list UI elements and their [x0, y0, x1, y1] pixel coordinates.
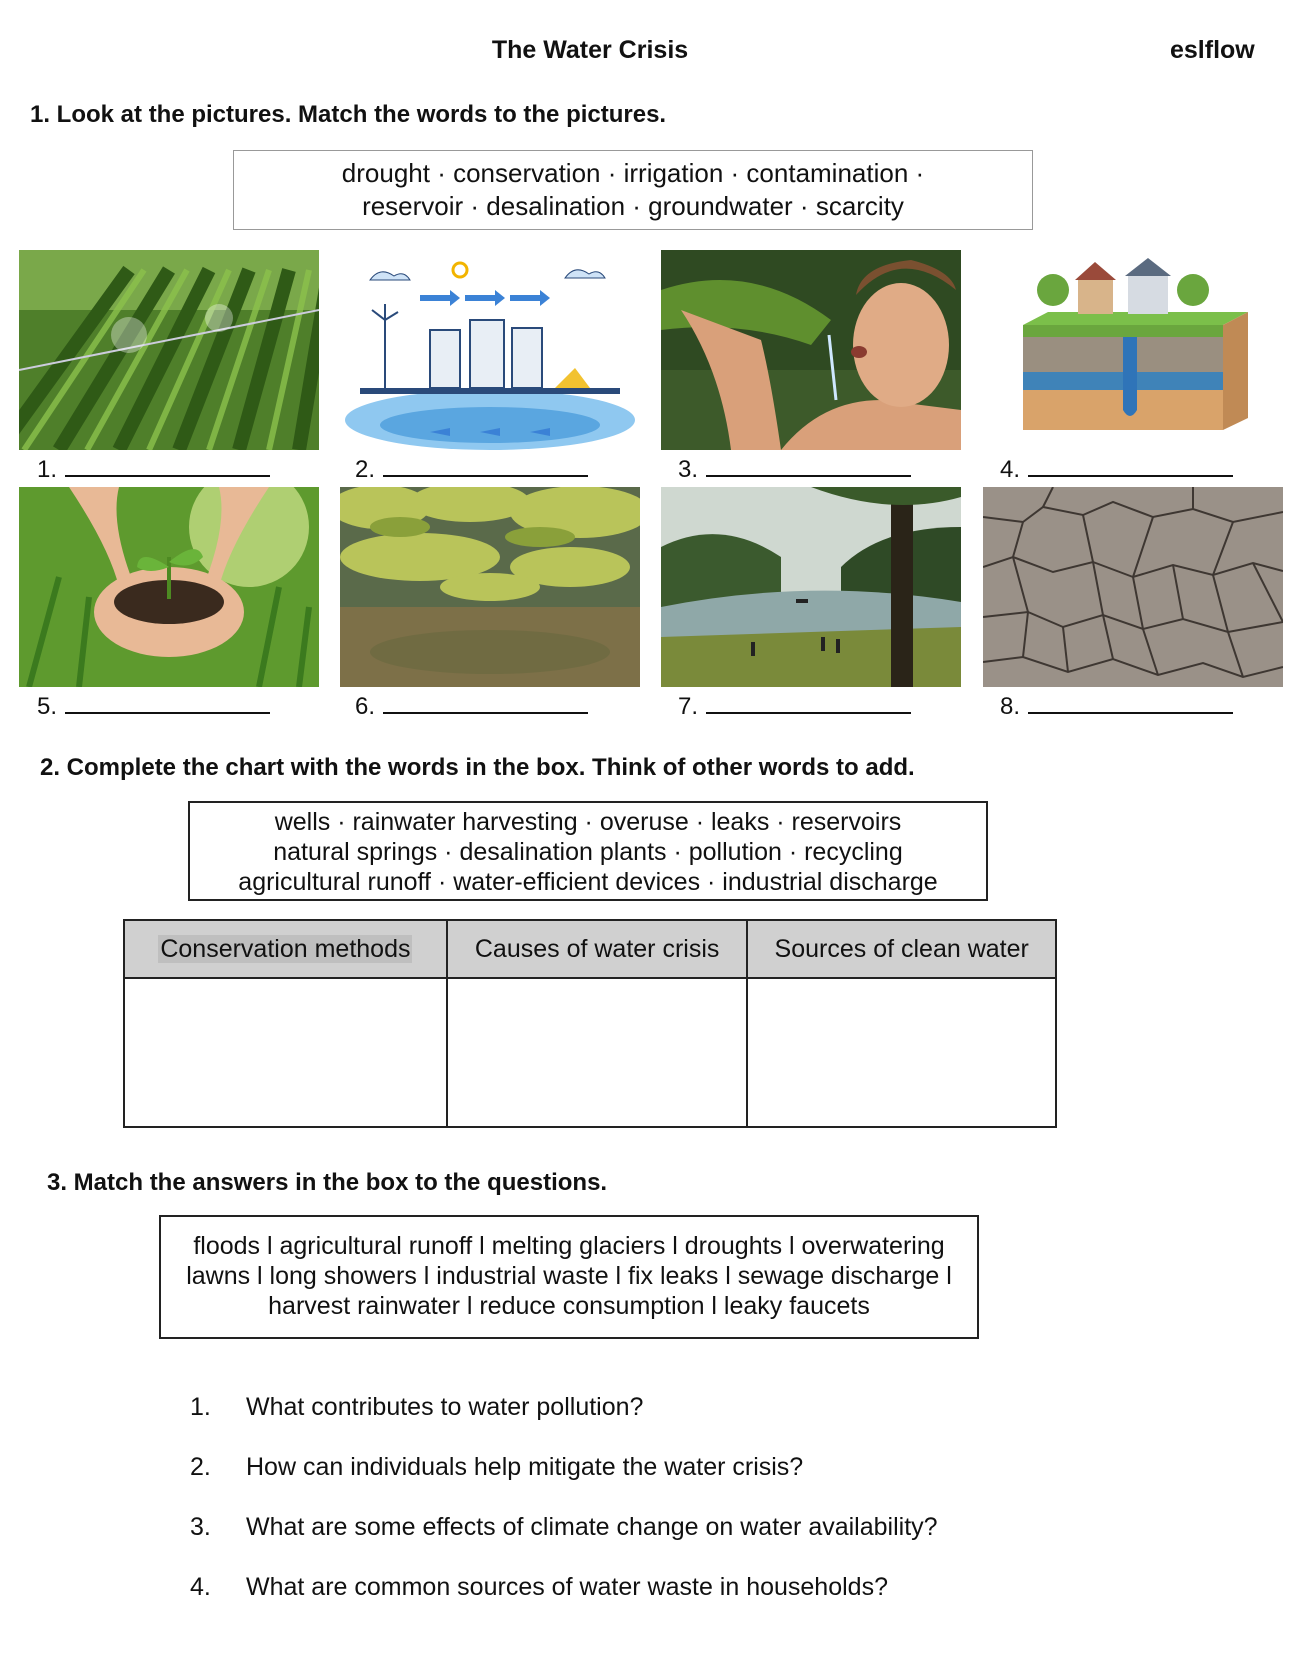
column-header-causes — [447, 920, 748, 978]
word-line: reservoir · desalination · groundwater · scarcity — [362, 191, 904, 221]
question-text: What are some effects of climate change on water availability? — [246, 1513, 938, 1541]
question-text: What contributes to water pollution? — [246, 1393, 644, 1421]
label-number: 1. — [36, 456, 57, 483]
label-number: 5. — [36, 693, 57, 720]
label-7 — [666, 690, 911, 721]
label-number: 4. — [999, 456, 1020, 483]
label-number: 8. — [999, 693, 1020, 720]
column-header-sources — [747, 920, 1056, 978]
answer-blank[interactable] — [706, 690, 911, 714]
picture-groundwater-diagram — [983, 250, 1283, 450]
label-number: 7. — [677, 693, 698, 720]
section1-heading: 1. Look at the pictures. Match the words to the pictures. — [30, 101, 667, 128]
label-2 — [343, 453, 588, 484]
page-title: The Water Crisis — [491, 36, 689, 64]
answer-blank[interactable] — [65, 453, 270, 477]
picture-reservoir-lake — [661, 487, 961, 687]
picture-hands-seedling — [19, 487, 319, 687]
section3-heading: 3. Match the answers in the box to the questions. — [47, 1169, 608, 1196]
label-8 — [988, 690, 1233, 721]
chart-cell-conservation[interactable] — [124, 978, 447, 1127]
word-line: harvest rainwater l reduce consumption l leaky faucets — [268, 1292, 870, 1320]
label-number: 6. — [354, 693, 375, 720]
chart-cell-sources[interactable] — [747, 978, 1056, 1127]
column-header-label: Causes of water crisis — [474, 934, 720, 963]
label-6 — [343, 690, 588, 721]
question-item — [190, 1453, 938, 1513]
question-number: 2. — [190, 1453, 211, 1481]
picture-man-drinking-water — [661, 250, 961, 450]
word-line: lawns l long showers l industrial waste l fix leaks l sewage discharge l — [186, 1262, 952, 1290]
column-header-conservation — [124, 920, 447, 978]
answer-blank[interactable] — [383, 690, 588, 714]
section3-answer-box — [159, 1215, 979, 1339]
brand-name: eslflow — [1170, 36, 1255, 64]
question-number: 3. — [190, 1513, 211, 1541]
question-item — [190, 1573, 938, 1633]
picture-algae-water — [340, 487, 640, 687]
label-4 — [988, 453, 1233, 484]
word-line: natural springs · desalination plants · pollution · recycling — [273, 838, 903, 866]
answer-blank[interactable] — [706, 453, 911, 477]
section2-word-box — [188, 801, 988, 901]
picture-irrigation-field — [19, 250, 319, 450]
question-item — [190, 1513, 938, 1573]
column-header-label: Sources of clean water — [774, 934, 1029, 963]
question-text: How can individuals help mitigate the water crisis? — [246, 1453, 804, 1481]
label-number: 3. — [677, 456, 698, 483]
question-item — [190, 1393, 938, 1453]
answer-blank[interactable] — [383, 453, 588, 477]
question-number: 4. — [190, 1573, 211, 1601]
word-line: floods l agricultural runoff l melting glaciers l droughts l overwatering — [193, 1232, 945, 1260]
label-5 — [25, 690, 270, 721]
question-text: What are common sources of water waste in households? — [246, 1573, 888, 1601]
word-line: wells · rainwater harvesting · overuse · leaks · reservoirs — [274, 808, 902, 836]
section2-heading: 2. Complete the chart with the words in the box. Think of other words to add. — [40, 754, 915, 781]
answer-blank[interactable] — [1028, 453, 1233, 477]
chart-cell-causes[interactable] — [447, 978, 748, 1127]
label-number: 2. — [354, 456, 375, 483]
question-list — [190, 1393, 938, 1633]
section1-word-box — [233, 150, 1033, 230]
picture-cracked-earth — [983, 487, 1283, 687]
classification-chart — [123, 919, 1057, 1128]
label-3 — [666, 453, 911, 484]
word-line: drought · conservation · irrigation · contamination · — [341, 158, 925, 188]
label-1 — [25, 453, 270, 484]
answer-blank[interactable] — [1028, 690, 1233, 714]
answer-blank[interactable] — [65, 690, 270, 714]
question-number: 1. — [190, 1393, 211, 1421]
column-header-label: Conservation methods — [160, 934, 411, 963]
picture-desalination-plant — [340, 250, 640, 450]
word-line: agricultural runoff · water-efficient devices · industrial discharge — [238, 868, 938, 896]
